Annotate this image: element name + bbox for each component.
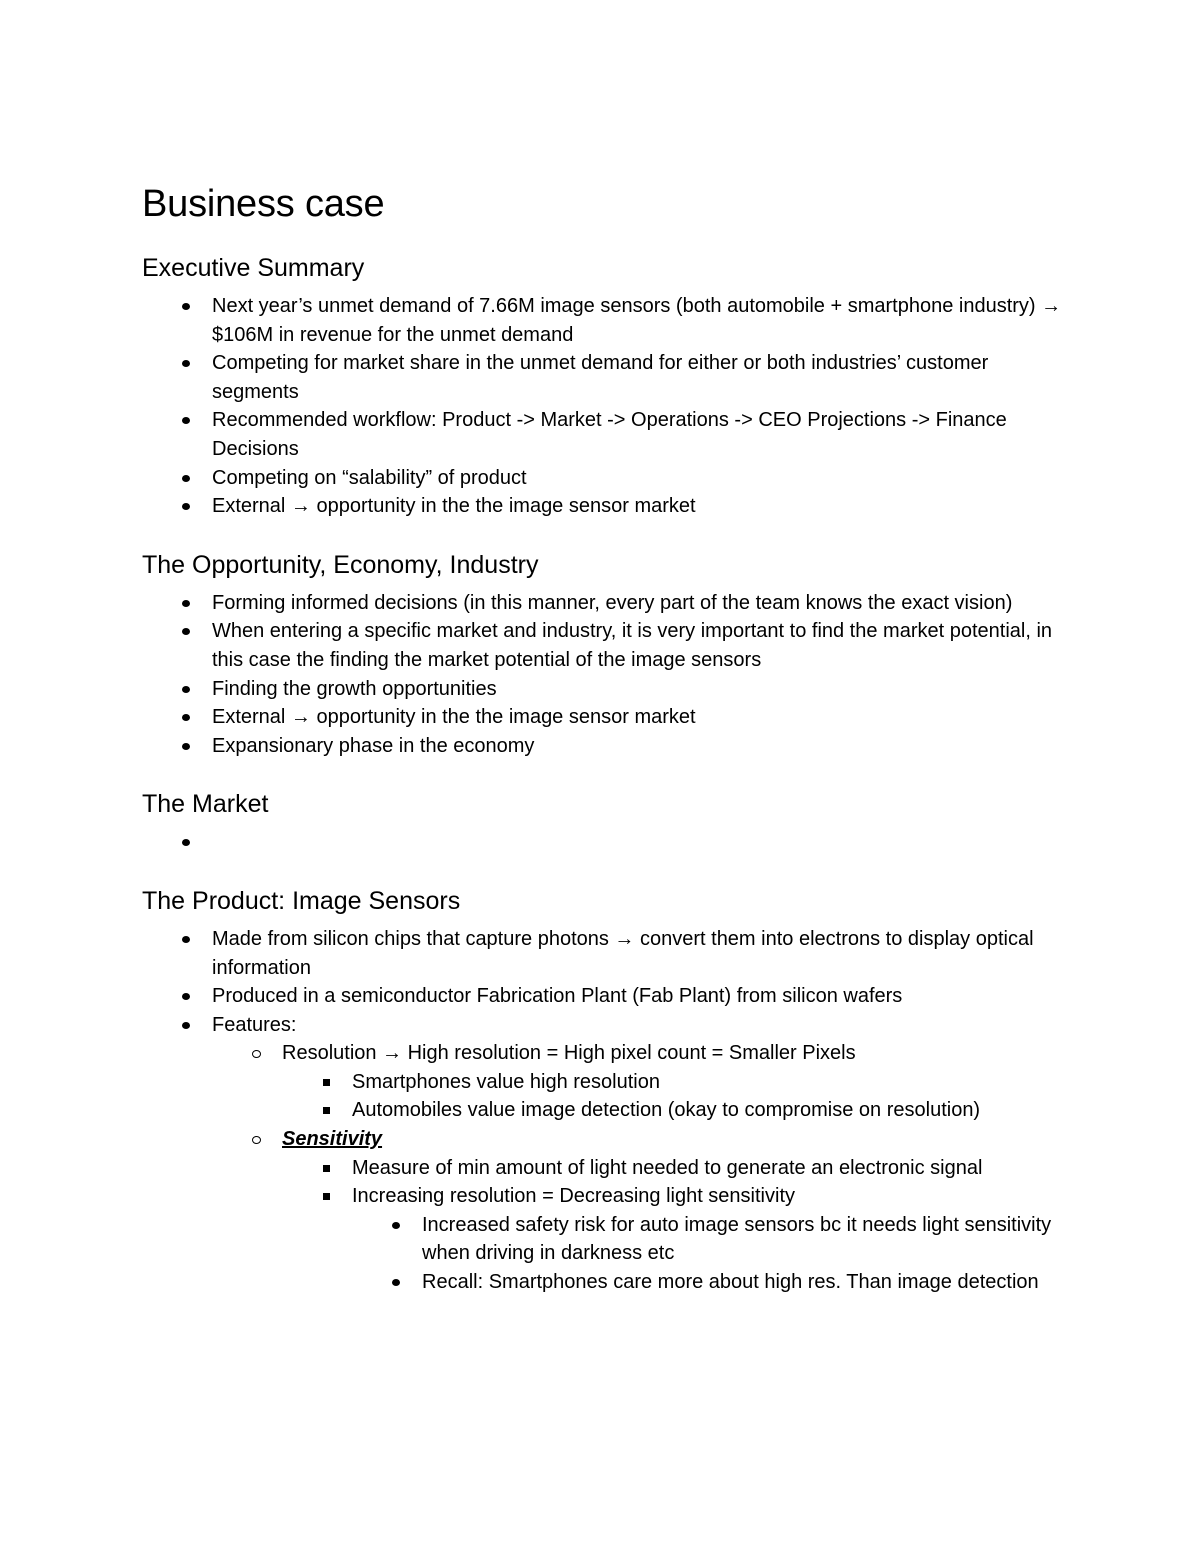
- list-item: [142, 292, 1062, 349]
- list-item-text: Increased safety risk for auto image sensors bc it needs light sensitivity when driving in darkness etc: [422, 1213, 1052, 1265]
- list-item: [282, 1182, 1062, 1296]
- bullet-disc-icon: [182, 828, 196, 857]
- bullet-disc-icon: [392, 1268, 406, 1297]
- section-heading: The Market: [142, 790, 269, 819]
- list-item: [142, 982, 1062, 1011]
- list-item: [282, 1068, 1062, 1097]
- bullet-circle-icon: [252, 1125, 266, 1154]
- list-item: [352, 1268, 1062, 1297]
- bullet-list: [142, 292, 1062, 521]
- list-item: [282, 1096, 1062, 1125]
- nested-list: [352, 1211, 1062, 1297]
- bullet-disc-icon: [392, 1211, 406, 1240]
- bullet-circle-icon: [252, 1039, 266, 1068]
- bullet-disc-icon: [182, 925, 196, 954]
- list-item-text: Sensitivity: [282, 1128, 383, 1151]
- section-market: [142, 788, 1062, 857]
- list-item-text: Next year’s unmet demand of 7.66M image sensors (both automobile + smartphone industry) → $106M in revenue for the unmet demand: [212, 295, 1062, 346]
- list-item: [282, 1154, 1062, 1183]
- bullet-disc-icon: [182, 589, 196, 618]
- bullet-list: [142, 925, 1062, 1297]
- list-item-text: Recommended workflow: Product -> Market -> Operations -> CEO Projections -> Finance Decisions: [212, 409, 1007, 460]
- list-item: [212, 1039, 1062, 1125]
- list-item-text: External → opportunity in the the image sensor market: [212, 495, 696, 518]
- nested-list: [212, 1039, 1062, 1296]
- bullet-disc-icon: [182, 292, 196, 321]
- list-item-text: Competing for market share in the unmet demand for either or both industries’ customer segments: [212, 352, 989, 403]
- list-item: [142, 349, 1062, 406]
- section-executive-summary: [142, 252, 1062, 521]
- list-item-text: Smartphones value high resolution: [352, 1070, 660, 1093]
- bullet-square-icon: [322, 1182, 336, 1211]
- list-item: [142, 703, 1062, 732]
- list-item-empty: [142, 828, 1062, 857]
- list-item-text: Forming informed decisions (in this manner, every part of the team knows the exact vision): [212, 591, 1013, 614]
- list-item-text: Resolution → High resolution = High pixel count = Smaller Pixels: [282, 1042, 856, 1065]
- section-product: [142, 885, 1062, 1297]
- list-item: [212, 1125, 1062, 1297]
- bullet-list: [142, 828, 1062, 857]
- list-item-text: Features:: [212, 1013, 297, 1036]
- list-item: [142, 675, 1062, 704]
- nested-list: [282, 1154, 1062, 1297]
- bullet-disc-icon: [182, 982, 196, 1011]
- list-item: [142, 925, 1062, 982]
- bullet-disc-icon: [182, 675, 196, 704]
- list-item: [142, 732, 1062, 761]
- bullet-disc-icon: [182, 492, 196, 521]
- bullet-disc-icon: [182, 1011, 196, 1040]
- bullet-square-icon: [322, 1154, 336, 1183]
- list-item-text: Produced in a semiconductor Fabrication Plant (Fab Plant) from silicon wafers: [212, 985, 903, 1008]
- list-item-text: When entering a specific market and industry, it is very important to find the market potential, in this case the finding the market potential of the image sensors: [212, 620, 1053, 671]
- bullet-square-icon: [322, 1096, 336, 1125]
- document-page: [142, 178, 1062, 1325]
- bullet-list: [142, 589, 1062, 761]
- list-item-text: Expansionary phase in the economy: [212, 734, 535, 757]
- section-heading: Executive Summary: [142, 254, 365, 282]
- list-item: [142, 589, 1062, 618]
- list-item: [142, 617, 1062, 674]
- bullet-disc-icon: [182, 464, 196, 493]
- bullet-disc-icon: [182, 703, 196, 732]
- list-item: [142, 464, 1062, 493]
- bullet-disc-icon: [182, 617, 196, 646]
- section-heading: The Product: Image Sensors: [142, 886, 461, 915]
- list-item-text: Made from silicon chips that capture photons → convert them into electrons to display optical information: [212, 927, 1034, 979]
- bullet-disc-icon: [182, 349, 196, 378]
- document-title: Business case: [142, 183, 385, 225]
- bullet-square-icon: [322, 1068, 336, 1097]
- bullet-disc-icon: [182, 732, 196, 761]
- list-item: [142, 406, 1062, 463]
- bullet-disc-icon: [182, 406, 196, 435]
- list-item-text: Competing on “salability” of product: [212, 466, 527, 489]
- list-item-text: Finding the growth opportunities: [212, 677, 497, 700]
- list-item: [142, 492, 1062, 521]
- list-item-text: External → opportunity in the the image sensor market: [212, 706, 696, 729]
- list-item-text: Measure of min amount of light needed to generate an electronic signal: [352, 1156, 983, 1179]
- list-item-text: Recall: Smartphones care more about high res. Than image detection: [422, 1271, 1039, 1294]
- section-heading: The Opportunity, Economy, Industry: [142, 550, 539, 579]
- list-item-text: Increasing resolution = Decreasing light sensitivity: [352, 1185, 795, 1208]
- section-opportunity: [142, 549, 1062, 761]
- list-item-text: Automobiles value image detection (okay to compromise on resolution): [352, 1099, 981, 1122]
- nested-list: [282, 1068, 1062, 1125]
- list-item: [142, 1011, 1062, 1297]
- list-item: [352, 1211, 1062, 1268]
